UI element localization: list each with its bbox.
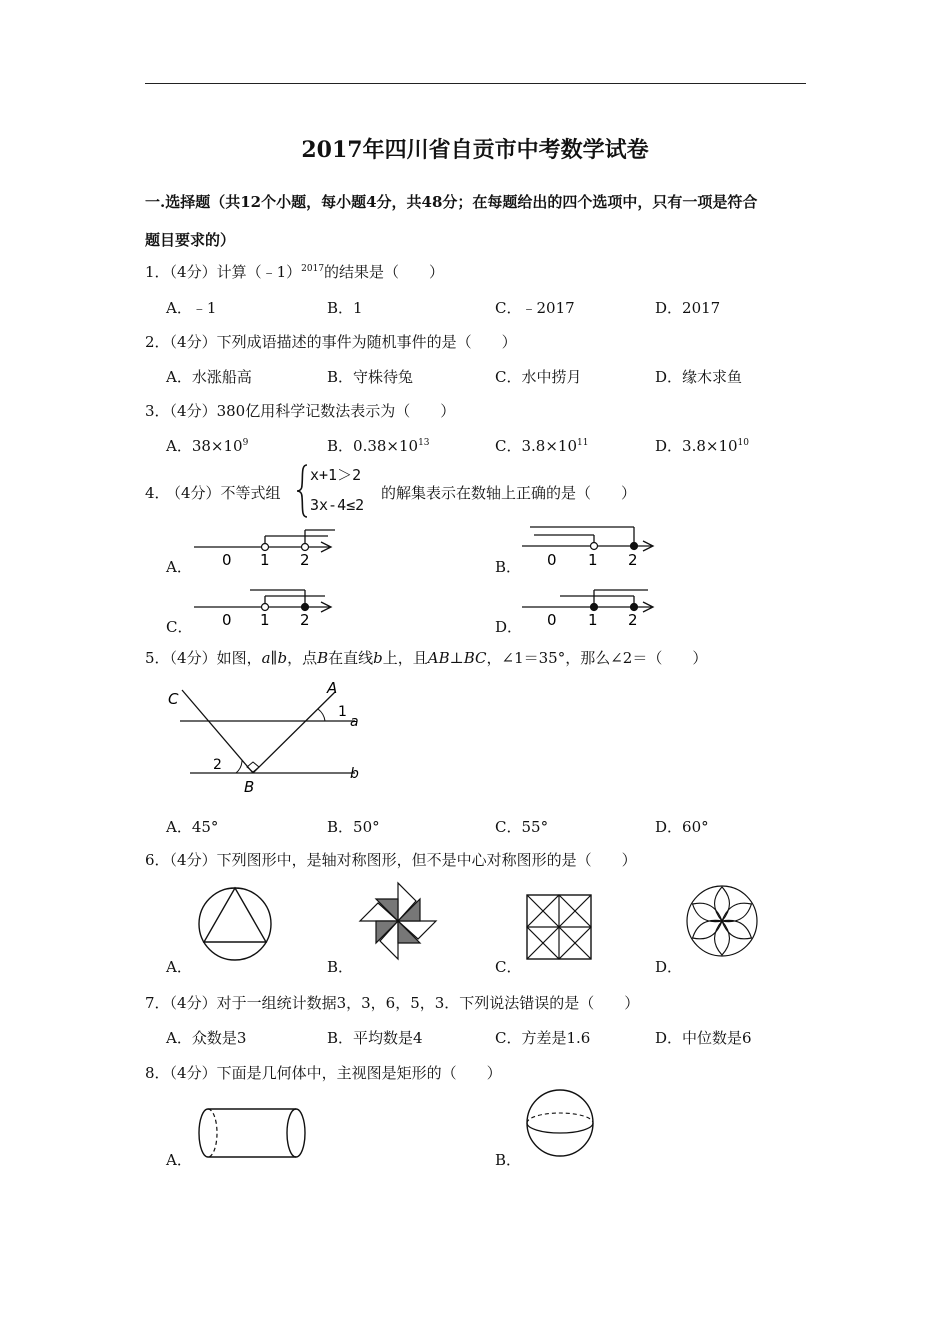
question-5 — [145, 647, 707, 668]
page-title: 2017年四川省自贡市中考数学试卷 — [301, 137, 649, 163]
inequality-2: 3x-4≤2 — [310, 496, 365, 514]
var-b: b — [277, 649, 288, 667]
tick-label-2: 2 — [300, 611, 310, 629]
q5-option-a[interactable]: A．45° — [166, 818, 219, 836]
q1-option-c[interactable]: C．﹣2017 — [495, 299, 575, 317]
q7-option-c[interactable]: C．方差是1.6 — [495, 1029, 591, 1047]
label-angle-2: 2 — [213, 757, 222, 773]
q7-option-a[interactable]: A．众数是3 — [166, 1029, 247, 1047]
option-base: A．38×10 — [166, 437, 243, 455]
q6-option-c[interactable]: C． — [495, 958, 522, 976]
section-heading-line1: 一.选择题（共12个小题，每小题4分，共48分；在每题给出的四个选项中，只有一项是符合 — [145, 193, 758, 211]
flower-circle-figure — [684, 883, 760, 959]
question-number: 6． — [145, 851, 170, 869]
q5-option-b[interactable]: B．50° — [327, 818, 380, 836]
q3-option-b[interactable] — [327, 435, 430, 456]
q2-option-d[interactable]: D．缘木求鱼 — [655, 368, 743, 386]
q1-option-b[interactable]: B．1 — [327, 299, 363, 317]
question-text: （4分）下列图形中，是轴对称图形，但不是中心对称图形的是（ ） — [169, 851, 637, 869]
tick-label-0: 0 — [222, 611, 232, 629]
question-text: （4分）计算（﹣1） — [169, 263, 302, 281]
q5-option-d[interactable]: D．60° — [655, 818, 709, 836]
label-b-point: B — [244, 778, 255, 796]
label-c: C — [168, 690, 179, 708]
q6-option-b[interactable]: B． — [327, 958, 354, 976]
q1-option-a[interactable]: A．﹣1 — [166, 299, 217, 317]
question-4-number: 4． — [145, 484, 170, 502]
tick-label-1: 1 — [260, 611, 270, 629]
question-number: 7． — [145, 994, 170, 1012]
question-number: 8． — [145, 1064, 170, 1082]
q8-option-a[interactable]: A． — [166, 1151, 192, 1169]
q2-option-b[interactable]: B．守株待兔 — [327, 368, 414, 386]
point-b: B — [317, 649, 329, 667]
q1-option-d[interactable]: D．2017 — [655, 299, 721, 317]
parallel-symbol: ∥ — [270, 649, 278, 667]
question-4-text-end: 的解集表示在数轴上正确的是（ ） — [381, 484, 637, 502]
tick-label-1: 1 — [588, 551, 598, 569]
section-heading-line2: 题目要求的） — [145, 231, 236, 249]
question-text: ，∠1＝35°，那么∠2＝（ ） — [486, 649, 708, 667]
tick-label-0: 0 — [222, 551, 232, 569]
option-base: D．3.8×10 — [655, 437, 738, 455]
segment-ab: AB — [427, 649, 450, 667]
q4-option-b[interactable]: B． — [495, 558, 522, 576]
inequality-1: x+1＞2 — [310, 466, 362, 484]
question-1 — [145, 261, 444, 282]
tick-label-1: 1 — [588, 611, 598, 629]
question-text: （4分）对于一组统计数据3，3，6，5，3．下列说法错误的是（ ） — [169, 994, 640, 1012]
q5-option-c[interactable]: C．55° — [495, 818, 549, 836]
tick-label-2: 2 — [628, 551, 638, 569]
q7-option-b[interactable]: B．平均数是4 — [327, 1029, 423, 1047]
tick-label-0: 0 — [547, 551, 557, 569]
tick-label-2: 2 — [628, 611, 638, 629]
cylinder-figure — [196, 1104, 311, 1162]
option-base: B．0.38×10 — [327, 437, 419, 455]
pinwheel-figure — [357, 880, 439, 962]
exponent: 11 — [577, 438, 589, 448]
question-2 — [145, 331, 517, 352]
tick-label-2: 2 — [300, 551, 310, 569]
exponent: 13 — [418, 438, 430, 448]
number-line-b — [520, 522, 660, 570]
q4-option-d[interactable]: D． — [495, 618, 523, 636]
question-text: （4分）下列成语描述的事件为随机事件的是（ ） — [169, 333, 517, 351]
question-text: （4分）380亿用科学记数法表示为（ ） — [169, 402, 456, 420]
question-number: 2． — [145, 333, 170, 351]
q3-option-d[interactable] — [655, 435, 749, 456]
left-brace — [296, 463, 310, 519]
q3-option-a[interactable] — [166, 435, 248, 456]
header-rule — [145, 83, 806, 84]
question-number: 5． — [145, 649, 170, 667]
question-text: （4分）下面是几何体中，主视图是矩形的（ ） — [169, 1064, 502, 1082]
tick-label-0: 0 — [547, 611, 557, 629]
question-6 — [145, 849, 637, 870]
exponent: 2017 — [301, 264, 325, 274]
parallel-lines-figure — [160, 676, 375, 801]
q6-option-d[interactable]: D． — [655, 958, 683, 976]
question-number: 1． — [145, 263, 170, 281]
var-b: b — [373, 649, 383, 667]
q4-option-c[interactable]: C． — [166, 618, 193, 636]
question-text: 在直线 — [328, 649, 374, 667]
label-a-point: A — [327, 679, 338, 697]
number-line-a — [190, 525, 340, 570]
question-text: （4分）如图， — [169, 649, 262, 667]
question-text: ，点 — [287, 649, 318, 667]
label-line-b: b — [350, 766, 359, 782]
var-a: a — [261, 649, 271, 667]
q7-option-d[interactable]: D．中位数是6 — [655, 1029, 752, 1047]
segment-bc: BC — [463, 649, 487, 667]
number-line-d — [520, 585, 660, 630]
sphere-figure — [524, 1087, 596, 1159]
exponent: 10 — [737, 438, 749, 448]
exponent: 9 — [242, 438, 249, 448]
question-number: 3． — [145, 402, 170, 420]
q2-option-a[interactable]: A．水涨船高 — [166, 368, 252, 386]
option-base: C．3.8×10 — [495, 437, 577, 455]
q4-option-a[interactable]: A． — [166, 558, 192, 576]
perp-symbol: ⊥ — [449, 649, 464, 667]
tick-label-1: 1 — [260, 551, 270, 569]
question-8 — [145, 1062, 502, 1083]
number-line-c — [190, 585, 340, 630]
question-4-text-start: （4分）不等式组 — [166, 484, 281, 502]
q6-option-a[interactable]: A． — [166, 958, 192, 976]
q2-option-c[interactable]: C．水中捞月 — [495, 368, 582, 386]
label-angle-1: 1 — [338, 704, 347, 720]
question-3 — [145, 400, 455, 421]
circle-triangle-figure — [196, 885, 274, 963]
square-diamond-figure — [525, 893, 593, 961]
question-text: 上，且 — [382, 649, 428, 667]
q3-option-c[interactable] — [495, 435, 588, 456]
label-line-a: a — [350, 714, 359, 730]
question-text-end: 的结果是（ ） — [324, 263, 445, 281]
q8-option-b[interactable]: B． — [495, 1151, 522, 1169]
question-7 — [145, 992, 639, 1013]
